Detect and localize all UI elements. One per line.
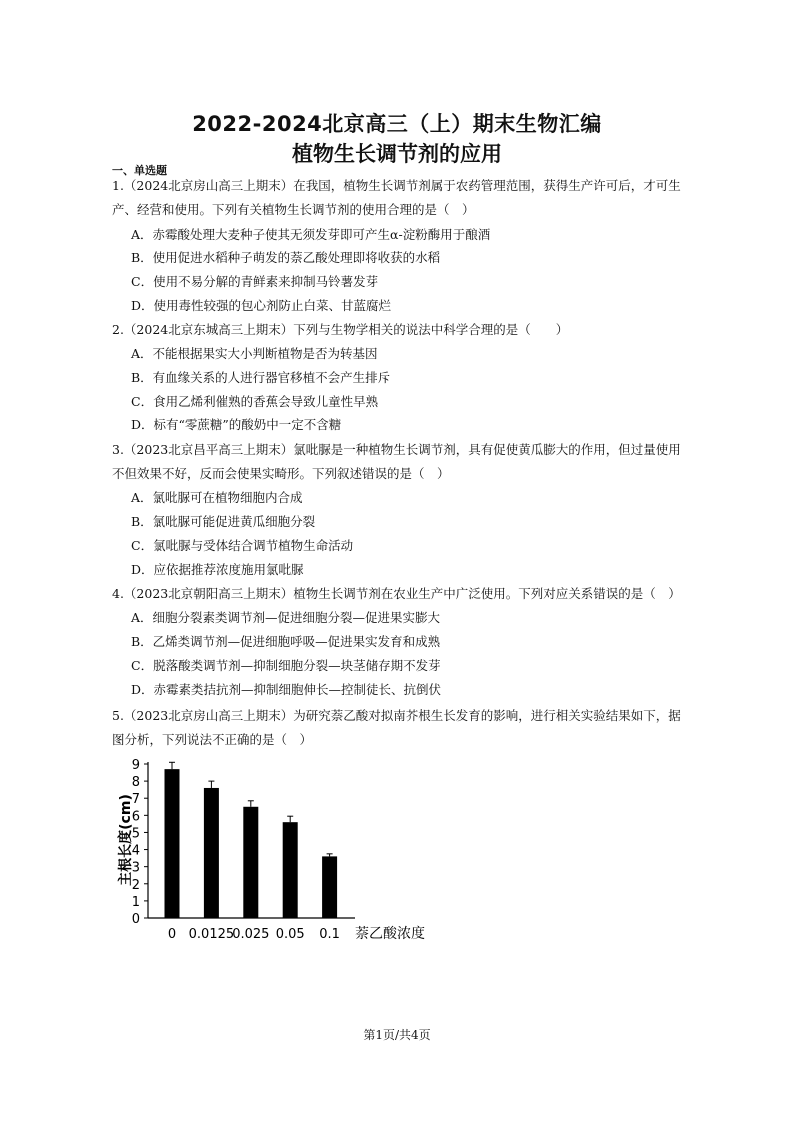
question-1-stem: 1.（2024北京房山高三上期末）在我国，植物生长调节剂属于农药管理范围，获得生产许可后，才可生产、经营和使用。下列有关植物生长调节剂的使用合理的是（ ） [112,178,681,217]
question-3-option-b[interactable]: B．氯吡脲可能促进黄瓜细胞分裂 [131,514,316,529]
y-tick-label: 6 [131,809,140,825]
question-1-option-a[interactable]: A．赤霉酸处理大麦种子使其无须发芽即可产生α-淀粉酶用于酿酒 [131,227,491,242]
section-heading: 一、单选题 [112,164,167,177]
question-4-option-d[interactable]: D．赤霉素类拮抗剂—抑制细胞伸长—控制徒长、抗倒伏 [131,682,442,697]
question-1-option-d[interactable]: D．使用毒性较强的包心剂防止白菜、甘蓝腐烂 [131,298,392,313]
x-tick-label: 0.05 [275,927,305,942]
question-4-stem: 4.（2023北京朝阳高三上期末）植物生长调节剂在农业生产中广泛使用。下列对应关系错误的是（ ） [112,586,681,601]
y-tick-label: 0 [131,912,140,927]
question-2-stem: 2.（2024北京东城高三上期末）下列与生物学相关的说法中科学合理的是（ ） [112,322,569,337]
question-3-option-d[interactable]: D．应依据推荐浓度施用氯吡脲 [131,562,304,577]
question-4-option-a[interactable]: A．细胞分裂素类调节剂—促进细胞分裂—促进果实膨大 [131,610,441,625]
x-axis-label: 萘乙酸浓度 [355,926,425,942]
question-2-option-c[interactable]: C．食用乙烯利催熟的香蕉会导致儿童性早熟 [131,394,379,409]
x-tick-label: 0 [167,927,177,942]
root-length-chart [110,748,440,948]
y-tick-label: 5 [131,826,140,842]
question-2-option-a[interactable]: A．不能根据果实大小判断植物是否为转基因 [131,346,378,361]
bar [165,769,180,918]
question-4-option-b[interactable]: B．乙烯类调节剂—促进细胞呼吸—促进果实发育和成熟 [131,634,441,649]
x-tick-label: 0.1 [319,927,340,942]
question-2-option-d[interactable]: D．标有“零蔗糖”的酸奶中一定不含糖 [131,417,342,432]
question-1-option-b[interactable]: B．使用促进水稻种子萌发的萘乙酸处理即将收获的水稻 [131,250,441,265]
document-subtitle: 植物生长调节剂的应用 [292,142,502,166]
document-title: 2022-2024北京高三（上）期末生物汇编 [192,112,602,136]
question-1-option-c[interactable]: C．使用不易分解的青鲜素来抑制马铃薯发芽 [131,274,379,289]
y-tick-label: 8 [131,775,140,791]
y-tick-label: 7 [131,792,140,808]
y-tick-label: 3 [131,860,140,876]
bar [322,856,337,918]
question-2-option-b[interactable]: B．有血缘关系的人进行器官移植不会产生排斥 [131,370,391,385]
y-tick-label: 1 [131,894,140,910]
bar [204,788,219,918]
page-footer: 第1页/共4页 [363,1028,431,1042]
y-axis-label: 主根长度(cm) [118,794,134,886]
bar [283,822,298,918]
question-3-option-a[interactable]: A．氯吡脲可在植物细胞内合成 [131,490,303,505]
y-tick-label: 4 [131,843,140,859]
question-3-stem: 3.（2023北京昌平高三上期末）氯吡脲是一种植物生长调节剂，具有促使黄瓜膨大的作用，但过量使用不但效果不好，反而会使果实畸形。下列叙述错误的是（ ） [112,442,681,481]
y-tick-label: 2 [131,877,140,893]
bar [243,807,258,918]
x-tick-label: 0.0125 [188,927,235,942]
y-tick-label: 9 [131,758,140,773]
question-5-stem: 5.（2023北京房山高三上期末）为研究萘乙酸对拟南芥根生长发育的影响，进行相关实验结果如下，据图分析，下列说法不正确的是（ ） [112,708,681,747]
x-tick-label: 0.025 [232,927,270,942]
question-3-option-c[interactable]: C．氯吡脲与受体结合调节植物生命活动 [131,538,354,553]
question-4-option-c[interactable]: C．脱落酸类调节剂—抑制细胞分裂—块茎储存期不发芽 [131,658,441,673]
